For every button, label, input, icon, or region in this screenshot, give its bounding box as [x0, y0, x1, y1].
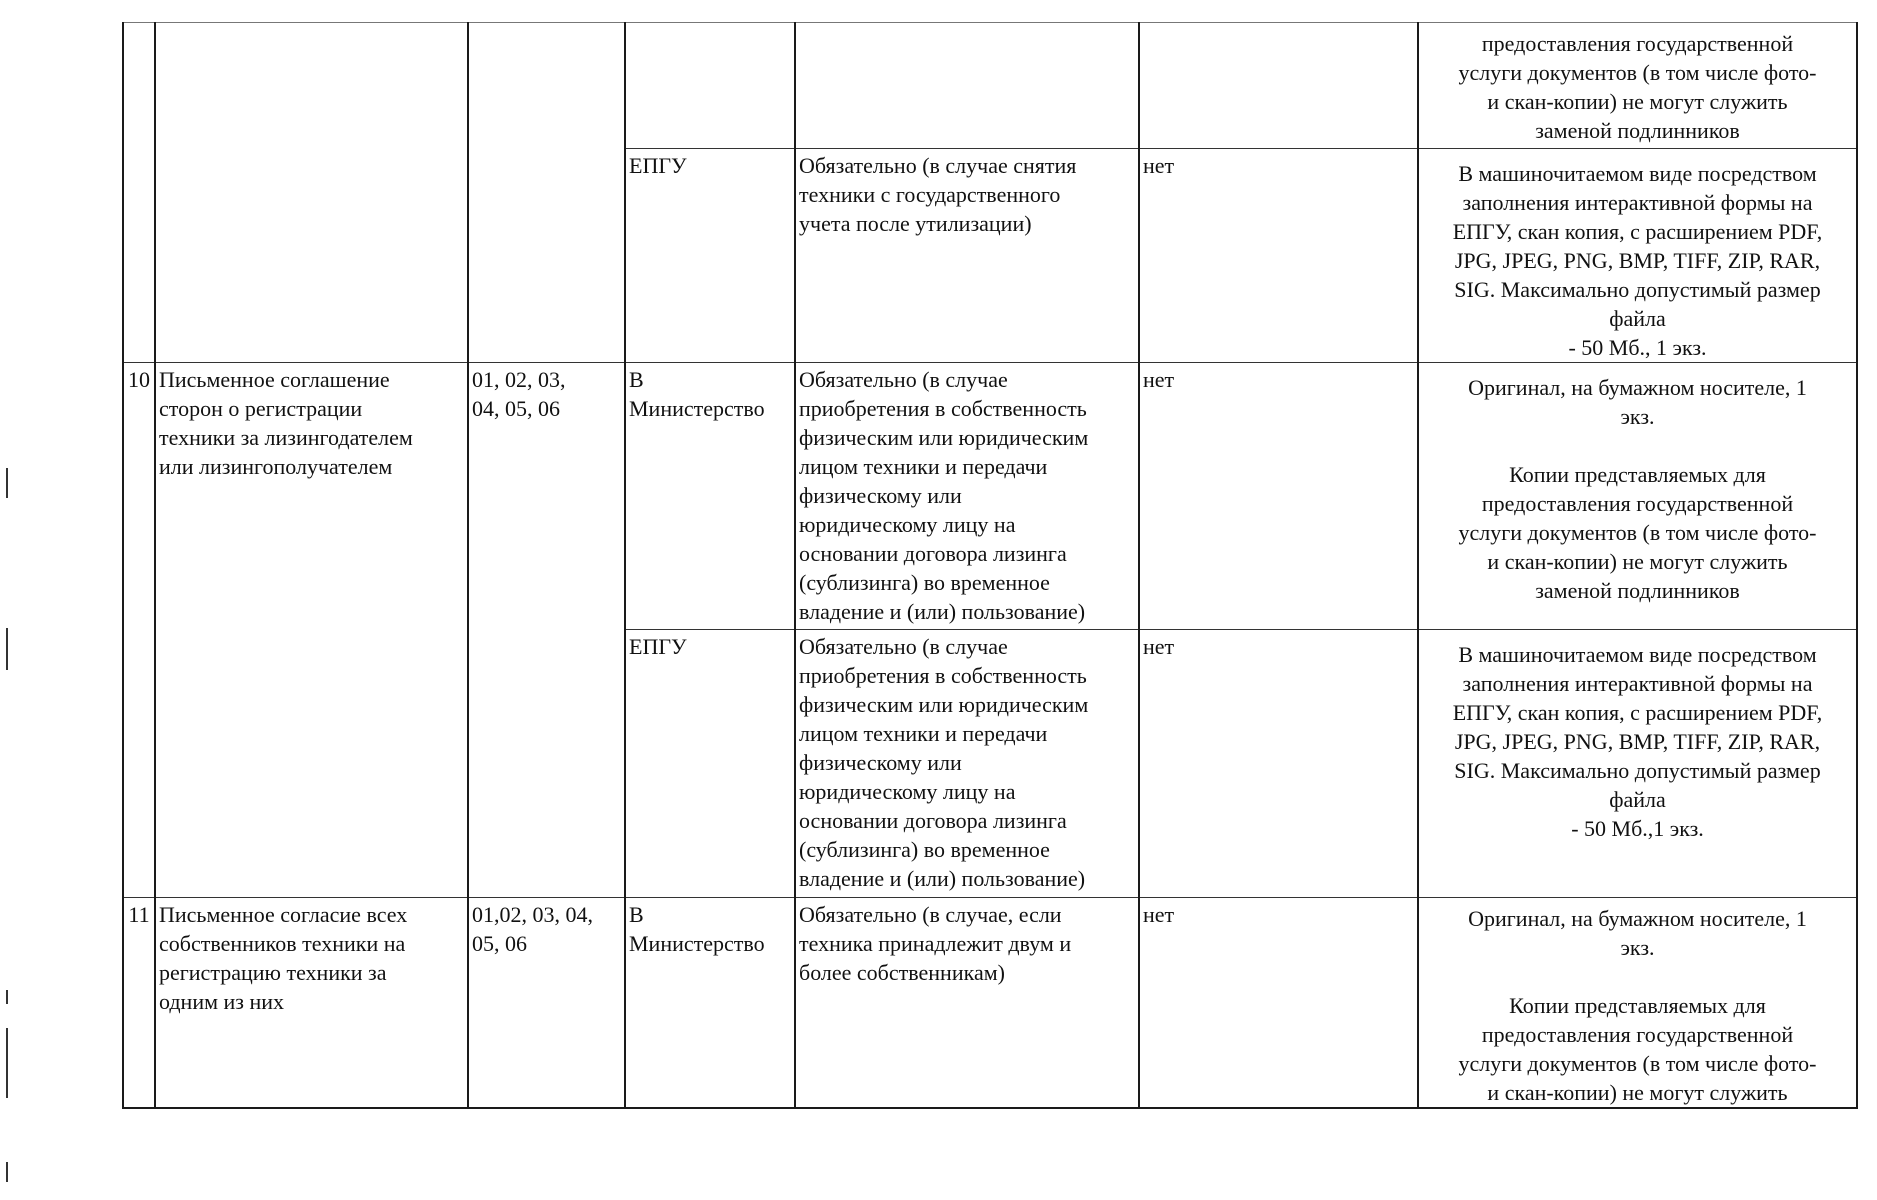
row-number: 10 — [123, 363, 155, 630]
scan-margin-mark — [6, 1162, 8, 1182]
table-row — [123, 23, 1857, 149]
row-number — [123, 149, 155, 363]
scan-margin-mark — [6, 990, 8, 1004]
fee-cell: нет — [1139, 363, 1418, 630]
submission-form-note: Оригинал, на бумажном носителе, 1 экз. Копии представляемых для предоставления государственной услуги документов (в том числе фото- и скан-копии) не могут служить заменой подлинников — [1418, 363, 1857, 630]
row-number: 11 — [123, 898, 155, 1109]
submission-channel: ЕПГУ — [625, 630, 795, 898]
row-number — [123, 630, 155, 898]
document-name — [155, 149, 468, 363]
submission-form-note: В машиночитаемом виде посредством заполнения интерактивной формы на ЕПГУ, скан копия, с расширением PDF, JPG, JPEG, PNG, BMP, TIFF, ZIP, RAR, SIG. Максимально допустимый размер файла - 50 Мб.,1 экз. — [1418, 630, 1857, 898]
document-requirements-table — [122, 22, 1858, 1109]
document-name — [155, 23, 468, 149]
obligation-condition: Обязательно (в случае приобретения в собственность физическим или юридическим лицом техники и передачи физическому или юридическому лицу на основании договора лизинга (сублизинга) во временное владение и (или) пользование) — [795, 630, 1139, 898]
submission-form-note: Оригинал, на бумажном носителе, 1 экз. Копии представляемых для предоставления государственной услуги документов (в том числе фото- и скан-копии) не могут служить — [1418, 898, 1857, 1109]
table-row — [123, 630, 1857, 898]
table-row — [123, 149, 1857, 363]
document-name: Письменное согласие всех собственников техники на регистрацию техники за одним из них — [155, 898, 468, 1109]
applicant-codes: 01, 02, 03, 04, 05, 06 — [468, 363, 625, 630]
obligation-condition: Обязательно (в случае приобретения в собственность физическим или юридическим лицом техники и передачи физическому или юридическому лицу на основании договора лизинга (сублизинга) во временное владение и (или) пользование) — [795, 363, 1139, 630]
submission-form-note: В машиночитаемом виде посредством заполнения интерактивной формы на ЕПГУ, скан копия, с расширением PDF, JPG, JPEG, PNG, BMP, TIFF, ZIP, RAR, SIG. Максимально допустимый размер файла - 50 Мб., 1 экз. — [1418, 149, 1857, 363]
submission-channel — [625, 23, 795, 149]
document-name — [155, 630, 468, 898]
fee-cell — [1139, 23, 1418, 149]
submission-form-note: предоставления государственной услуги документов (в том числе фото- и скан-копии) не могут служить заменой подлинников — [1418, 23, 1857, 149]
fee-cell: нет — [1139, 898, 1418, 1109]
fee-cell: нет — [1139, 149, 1418, 363]
row-number — [123, 23, 155, 149]
scan-margin-mark — [6, 468, 8, 498]
applicant-codes — [468, 23, 625, 149]
table-row — [123, 898, 1857, 1109]
submission-channel: В Министерство — [625, 898, 795, 1109]
applicant-codes — [468, 630, 625, 898]
fee-cell: нет — [1139, 630, 1418, 898]
obligation-condition: Обязательно (в случае снятия техники с государственного учета после утилизации) — [795, 149, 1139, 363]
applicant-codes — [468, 149, 625, 363]
obligation-condition — [795, 23, 1139, 149]
table-row — [123, 363, 1857, 630]
document-name: Письменное соглашение сторон о регистрации техники за лизингодателем или лизингополучателем — [155, 363, 468, 630]
submission-channel: ЕПГУ — [625, 149, 795, 363]
applicant-codes: 01,02, 03, 04, 05, 06 — [468, 898, 625, 1109]
submission-channel: В Министерство — [625, 363, 795, 630]
obligation-condition: Обязательно (в случае, если техника принадлежит двум и более собственникам) — [795, 898, 1139, 1109]
scan-margin-mark — [6, 1028, 8, 1098]
scan-margin-mark — [6, 628, 8, 670]
